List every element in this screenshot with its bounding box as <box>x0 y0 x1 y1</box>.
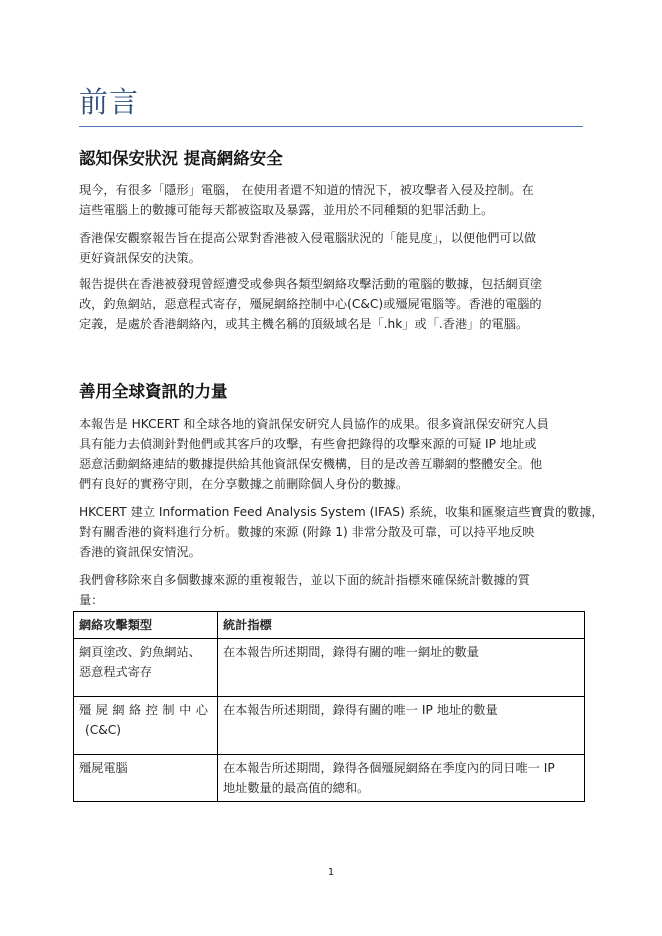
metric-cell <box>218 755 585 802</box>
section1-heading: 認知保安狀況 提高網絡安全 <box>79 149 283 168</box>
page-title: 前言 <box>79 85 140 119</box>
table-row <box>74 755 585 802</box>
section2-paragraph-3 <box>79 570 583 610</box>
attack-type-cell <box>74 755 218 802</box>
text-line: 現今，有很多「隱形」電腦， 在使用者還不知道的情況下，被攻擊者入侵及控制。在 <box>79 183 534 197</box>
section2-paragraph-2 <box>79 502 604 562</box>
cell-line: 網頁塗改、釣魚網站、 <box>79 645 201 659</box>
text-line: 量： <box>79 593 104 607</box>
text-line: 改，釣魚網站，惡意程式寄存，殭屍網絡控制中心(C&C)或殭屍電腦等。香港的電腦的 <box>79 297 542 311</box>
section1-paragraph-3 <box>79 274 583 334</box>
section2-heading: 善用全球資訊的力量 <box>79 382 228 401</box>
text-line: 我們會移除來自多個數據來源的重複報告，並以下面的統計指標來確保統計數據的質 <box>79 573 530 587</box>
cell-line: 在本報告所述期間，錄得有關的唯一 IP 地址的數量 <box>223 703 498 717</box>
cell-line: 殭屍電腦 <box>79 761 128 775</box>
cell-line: 殭屍網絡控制中心 <box>79 703 213 717</box>
text-line: 香港保安觀察報告旨在提高公眾對香港被入侵電腦狀況的「能見度」，以便他們可以做 <box>79 231 537 245</box>
table-header-row <box>74 612 585 639</box>
attack-type-cell <box>74 639 218 697</box>
text-line: 香港的資訊保安情況。 <box>79 545 201 559</box>
text-line: HKCERT 建立 Information Feed Analysis System (IFAS) 系統，收集和匯聚這些寶貴的數據， <box>79 505 604 519</box>
cell-line: (C&C) <box>85 723 122 737</box>
table-row <box>74 697 585 755</box>
column-header-metric: 統計指標 <box>218 612 585 639</box>
text-line: 這些電腦上的數據可能每天都被盜取及暴露，並用於不同種類的犯罪活動上。 <box>79 203 494 217</box>
text-line: 具有能力去偵測針對他們或其客戶的攻擊，有些會把錄得的攻擊來源的可疑 IP 地址或 <box>79 437 537 451</box>
text-line: 更好資訊保安的決策。 <box>79 251 201 265</box>
title-underline <box>79 126 583 127</box>
statistics-metrics-table <box>73 611 585 802</box>
metric-cell <box>218 697 585 755</box>
text-line: 對有關香港的資料進行分析。數據的來源 (附錄 1) 非常分散及可靠，可以持平地反映 <box>79 525 535 539</box>
text-line: 本報告是 HKCERT 和全球各地的資訊保安研究人員協作的成果。很多資訊保安研究人員 <box>79 417 549 431</box>
metric-cell <box>218 639 585 697</box>
text-line: 報告提供在香港被發現曾經遭受或參與各類型網絡攻擊活動的電腦的數據，包括網頁塗 <box>79 277 543 291</box>
cell-line: 在本報告所述期間，錄得有關的唯一網址的數量 <box>223 645 479 659</box>
section1-paragraph-2 <box>79 228 583 268</box>
text-line: 們有良好的實務守則，在分享數據之前刪除個人身份的數據。 <box>79 477 409 491</box>
attack-type-cell <box>74 697 218 755</box>
column-header-attack-type: 網絡攻擊類型 <box>74 612 218 639</box>
section1-paragraph-1 <box>79 180 583 220</box>
section2-paragraph-1 <box>79 414 583 494</box>
page-number: 1 <box>327 867 335 878</box>
text-line: 定義，是處於香港網絡內，或其主機名稱的頂級域名是「.hk」或「.香港」的電腦。 <box>79 317 529 331</box>
cell-line: 惡意程式寄存 <box>79 665 153 679</box>
table-row <box>74 639 585 697</box>
cell-line: 地址數量的最高值的總和。 <box>223 781 370 795</box>
cell-line: 在本報告所述期間，錄得各個殭屍網絡在季度內的同日唯一 IP <box>223 761 555 775</box>
text-line: 惡意活動網絡連結的數據提供給其他資訊保安機構，目的是改善互聯網的整體安全。他 <box>79 457 543 471</box>
